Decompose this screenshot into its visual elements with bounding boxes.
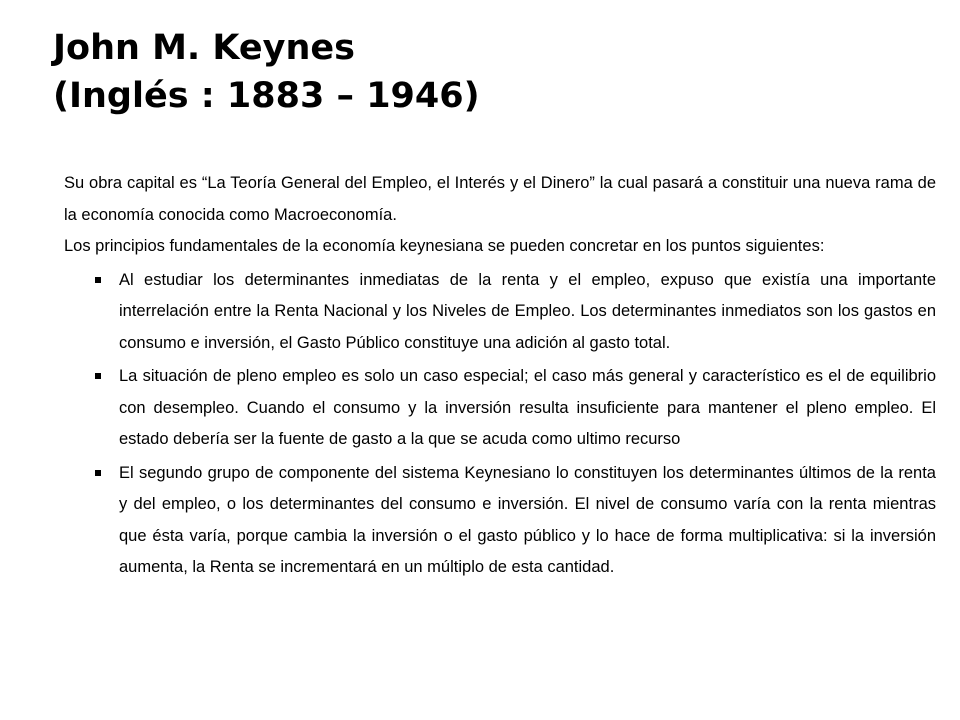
- principles-list: [64, 265, 936, 584]
- list-item-text: El segundo grupo de componente del sistema Keynesiano lo constituyen los determinantes últimos de la renta y del empleo, o los determinantes del consumo e inversión. El nivel de consumo varía con la renta mientras que ésta varía, porque cambia la inversión o el gasto público y lo hace de forma multiplicativa: si la inversión aumenta, la Renta se incrementará en un múltiplo de esta cantidad.: [119, 463, 936, 576]
- slide-title: [53, 24, 933, 120]
- title-dates: (Inglés : 1883 – 1946): [53, 76, 480, 116]
- title-name: John M. Keynes: [53, 28, 355, 68]
- square-bullet-icon: [95, 373, 101, 379]
- list-item: [64, 458, 936, 584]
- intro-paragraph: Su obra capital es “La Teoría General del Empleo, el Interés y el Dinero” la cual pasará a constituir una nueva rama de la economía conocida como Macroeconomía.: [64, 174, 936, 224]
- list-item: [64, 361, 936, 456]
- list-item: [64, 265, 936, 360]
- list-item-text: Al estudiar los determinantes inmediatas de la renta y el empleo, expuso que existía una importante interrelación entre la Renta Nacional y los Niveles de Empleo. Los determinantes inmediatos son los gastos en consumo e inversión, el Gasto Público constituye una adición al gasto total.: [119, 270, 936, 352]
- principles-paragraph: Los principios fundamentales de la economía keynesiana se pueden concretar en los puntos siguientes:: [64, 237, 825, 255]
- slide-body: [64, 168, 936, 584]
- square-bullet-icon: [95, 277, 101, 283]
- square-bullet-icon: [95, 470, 101, 476]
- list-item-text: La situación de pleno empleo es solo un caso especial; el caso más general y característico es el de equilibrio con desempleo. Cuando el consumo y la inversión resulta insuficiente para mantener el pleno empleo. El estado debería ser la fuente de gasto a la que se acuda como ultimo recurso: [119, 367, 936, 448]
